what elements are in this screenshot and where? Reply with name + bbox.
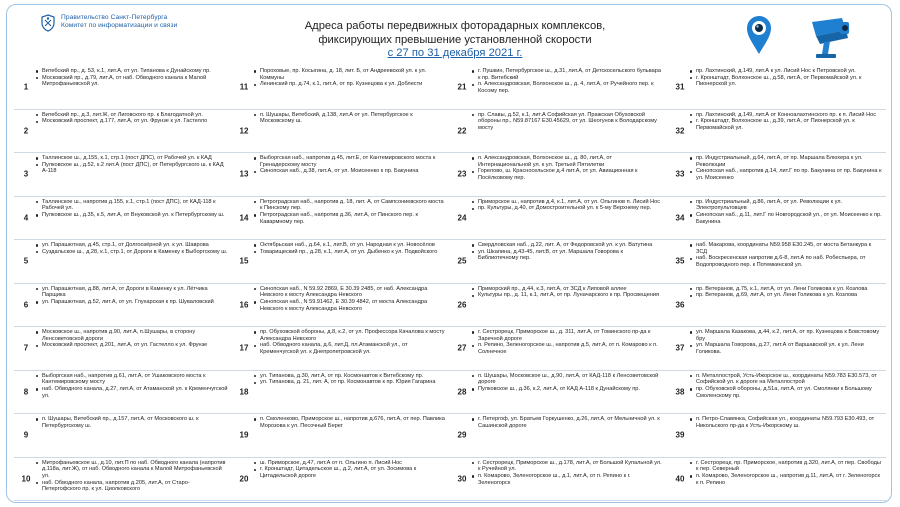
location-number: 23 xyxy=(457,169,467,179)
address-list xyxy=(254,286,446,313)
table-cell xyxy=(450,197,668,241)
location-number: 28 xyxy=(457,387,467,397)
table-cell xyxy=(232,414,450,458)
address-item: п. Металлострой, Усть-Ижорское ш., координаты N59.783 E30.573, от Софийской ул. к дороге на Металлострой xyxy=(690,373,882,386)
table-cell xyxy=(14,110,232,154)
address-item: пр. Индустриальный, д.86, лит.А, от ул. Революции к ул. Электропультовцев xyxy=(690,199,882,212)
location-number: 14 xyxy=(239,213,249,223)
location-number: 20 xyxy=(239,474,249,484)
org-name xyxy=(61,14,177,30)
location-number: 29 xyxy=(457,430,467,440)
table-cell xyxy=(232,240,450,284)
address-list xyxy=(254,68,446,88)
title-line2: фиксирующих превышение установленной скорости xyxy=(318,33,592,46)
address-list xyxy=(472,286,664,299)
location-number: 25 xyxy=(457,256,467,266)
address-item: наб. Обводного канала, напротив д.205, лит.А, от Старо-Петергофского пр. к ул. Циолковского xyxy=(36,480,228,493)
location-number: 15 xyxy=(239,256,249,266)
address-list xyxy=(690,199,882,226)
table-cell xyxy=(450,66,668,110)
address-item: г. Кронштадт, Цитадельское ш., д.2, лит.А, от ул. Зосимова к Цитадельской дороге xyxy=(254,466,446,479)
location-number: 12 xyxy=(239,126,249,136)
table-cell xyxy=(668,197,886,241)
address-item: г. Кронштадт, Волхонское ш., д.39, лит.А, от Пионерской ул. к Первомайской ул. xyxy=(690,118,882,131)
table-cell xyxy=(668,153,886,197)
table-cell xyxy=(668,414,886,458)
address-list xyxy=(690,155,882,182)
table-cell xyxy=(668,110,886,154)
table-cell xyxy=(668,458,886,502)
address-list xyxy=(472,460,664,487)
address-item: г. Пушкин, Петербургское ш., д.31, лит.А, от Детскосельского бульвара к пр. Витебский xyxy=(472,68,664,81)
address-item: п. Петро-Славянка, Софийская ул., координаты N59.793 E30.493, от Никольского пр-да к Усть-Ижорскому ш. xyxy=(690,416,882,429)
address-item: Петроградская наб., напротив д.36, лит.А, от Пинского пер. к Кавармному пер. xyxy=(254,212,446,225)
address-item: Таллинское ш., д.155, к.1, стр.1 (пост ДПС), от Рабочей ул. к КАД xyxy=(36,155,228,162)
location-number: 27 xyxy=(457,343,467,353)
org-line1: Правительство Санкт-Петербурга xyxy=(61,14,168,21)
address-list xyxy=(690,68,882,88)
table-cell xyxy=(232,110,450,154)
location-number: 37 xyxy=(675,343,685,353)
org-line2: Комитет по информатизации и связи xyxy=(61,22,178,29)
address-list xyxy=(690,373,882,400)
address-item: ш. Приморское, д.47, лит.А от п. Ольгино п. Лисий Нос xyxy=(254,460,446,467)
location-number: 8 xyxy=(23,387,29,397)
address-list xyxy=(690,242,882,269)
table-cell xyxy=(668,66,886,110)
address-item: пр. Ветеранов, д.69, лит.А, от ул. Лени Голикова к ул. Козлова xyxy=(690,292,882,299)
address-item: Октябрьская наб., д.64, к.1, лит.В, от ул. Народная к ул. Новосёлов xyxy=(254,242,446,249)
address-list xyxy=(472,242,664,262)
table-cell xyxy=(14,284,232,328)
address-item: п. Шушары, Витебский, д.138, лит.А от ул. Петербургское к Московскому ш. xyxy=(254,112,446,125)
location-number: 38 xyxy=(675,387,685,397)
location-number: 5 xyxy=(23,256,29,266)
table-cell xyxy=(668,327,886,371)
address-list xyxy=(36,199,228,219)
address-item: ул. Парашютная, д.45, стр.1, от Долгоозёрной ул. к ул. Шаврова xyxy=(36,242,228,249)
address-item: ул. Шкапина, д.43-45, лит.В, от ул. Маршала Говорова к Библиотечному пер. xyxy=(472,249,664,262)
location-number: 1 xyxy=(23,82,29,92)
page-title xyxy=(225,20,685,61)
address-item: пр. Индустриальный, д.64, лит.А, от пр. Маршала Блюхера к ул. Революции xyxy=(690,155,882,168)
address-item: Пулковское ш., д.35, к.5, лит.А, от Внуковской ул. к Петербургскому ш. xyxy=(36,212,228,219)
location-number: 3 xyxy=(23,169,29,179)
location-number: 4 xyxy=(23,213,29,223)
table-cell xyxy=(450,110,668,154)
address-item: п. Смоленково, Приморское ш., напротив д.676, лит.А, от пер. Павлика Морозова к ул. Песочный Берег xyxy=(254,416,446,429)
table-cell xyxy=(450,240,668,284)
location-number: 34 xyxy=(675,213,685,223)
location-number: 7 xyxy=(23,343,29,353)
address-item: п. Александровская, Волхонское ш., д. 80, лит.А, от Интернациональной ул. к ул. Третьей Пятилетки xyxy=(472,155,664,168)
address-list xyxy=(472,373,664,393)
address-item: Культуры пр., д. 11, к.1, лит.А, от пр. Луначарского к пр. Просвещения xyxy=(472,292,664,299)
org-logo xyxy=(40,14,177,32)
address-item: Пулковское ш., д.52, к.2 лит.А (пост ДПС), от Петербургского ш. к КАД А-118 xyxy=(36,162,228,175)
address-item: г. Петергоф, ул. Братьев Горкушенко, д.26, лит.А, от Мельничной ул. к Сашинской дороге xyxy=(472,416,664,429)
address-item: пр. Ветеранов, д.75, к.1, лит.А, от ул. Лени Голикова к ул. Козлова xyxy=(690,286,882,293)
address-list xyxy=(36,155,228,175)
address-item: Суздальское ш., д.28, к.1, стр.1, от Дороги в Каменку к Выборгскому ш. xyxy=(36,249,228,256)
header xyxy=(0,0,900,66)
address-list xyxy=(36,329,228,349)
address-list xyxy=(472,329,664,356)
table-cell xyxy=(232,284,450,328)
table-cell xyxy=(450,458,668,502)
location-number: 36 xyxy=(675,300,685,310)
location-number: 6 xyxy=(23,300,29,310)
table-cell xyxy=(14,66,232,110)
address-item: г. Кронштадт, Волхонское ш., д.58, лит.А, от Первомайской ул. к Пионерской ул. xyxy=(690,75,882,88)
location-number: 17 xyxy=(239,343,249,353)
table-cell xyxy=(232,197,450,241)
address-item: Выборгская наб., напротив д.61, лит.А, от Ушаковского моста к Кантемировскому мосту xyxy=(36,373,228,386)
address-item: Выборгская наб., напротив д.45, лит.Е, от Кантемировского моста к Гренадерскому мосту xyxy=(254,155,446,168)
address-item: пр. Обуховской обороны, д.8, к.2, от ул. Профессора Качалова к мосту Александра Невского xyxy=(254,329,446,342)
address-item: наб. Обводного канала, д.27, лит.А, от Атаманской ул. к Кременчугской ул. xyxy=(36,386,228,399)
table-cell xyxy=(450,284,668,328)
address-item: пр. Славы, д.52, к.1, лит.А Софийская ул. Пражская Обуховской обороны пр., N59.87167 E30.45629, от ул. Шеогунов к Володарскому мосту xyxy=(472,112,664,132)
address-list xyxy=(36,112,228,125)
address-item: наб. Обводного канала, д.6, лит.Д, пл.Атаманской ул., от Кременчугской ул. к Днепропетровской ул. xyxy=(254,342,446,355)
address-item: пр. Обуховской обороны, д.51а, лит.А, от ул. Смолянки к Большому Смоленскому пр. xyxy=(690,386,882,399)
address-list xyxy=(690,329,882,356)
address-item: ул. Типанова, д. 21, лит. А, от пр. Космонавтов к пр. Юрия Гагарина xyxy=(254,379,446,386)
table-cell xyxy=(14,240,232,284)
address-item: п. Шушары, Московское ш., д.90, лит.А, от КАД-118 к Ленсоветовской дороге xyxy=(472,373,664,386)
address-list xyxy=(690,112,882,132)
title-period: с 27 по 31 декабря 2021 г. xyxy=(387,47,523,59)
table-cell xyxy=(232,153,450,197)
table-cell xyxy=(14,414,232,458)
address-item: п. Комарово, Зеленогорское ш., д.1, лит.А, от п. Репино к г. Зеленогорск xyxy=(472,473,664,486)
address-item: п. Комарово, Зеленогорское ш., напротив д.11, лит.А, от г. Зеленогорск к п. Репино xyxy=(690,473,882,486)
address-item: Синопская наб., д.11, лит.Г по Новгородской ул., от ул. Моисеенко к пр. Бакунина xyxy=(690,212,882,225)
location-number: 22 xyxy=(457,126,467,136)
address-list xyxy=(690,416,882,429)
address-item: ул. Типанова, д.30, лит.А, от пр. Космонавтов к Витебскому пр. xyxy=(254,373,446,380)
table-cell xyxy=(668,240,886,284)
coat-of-arms-icon xyxy=(40,14,56,32)
location-number: 40 xyxy=(675,474,685,484)
radar-pin-icon xyxy=(744,14,774,56)
address-list xyxy=(472,68,664,95)
table-cell xyxy=(232,371,450,415)
address-item: наб. Макарова, координаты N59.958 E30.245, от моста Бетанкура к ЗСД xyxy=(690,242,882,255)
address-item: г. Сестрорецк, пр. Приморское, напротив д.320, лит.А, от пер. Свободы к пер. Северный xyxy=(690,460,882,473)
address-item: пр. Культуры, д.40, от Домостроительной ул. к 5-му Верхнему пер. xyxy=(472,205,664,212)
location-number: 26 xyxy=(457,300,467,310)
address-item: Синопская наб., д.38, лит.А, от ул. Моисеенко к пр. Бакунина xyxy=(254,168,446,175)
address-item: Пулковское ш., д.36, к.2, лит.А, от КАД А-118 к Дунайскому пр. xyxy=(472,386,664,393)
address-list xyxy=(36,373,228,400)
address-item: Свердловская наб., д.22, лит. А, от Федоровской ул. к ул. Ватутина xyxy=(472,242,664,249)
address-item: Витебский пр., д. 53, к.1, лит.А, от ул. Типанова к Дунайскому пр. xyxy=(36,68,228,75)
location-number: 32 xyxy=(675,126,685,136)
address-list xyxy=(254,155,446,175)
address-item: Синопская наб., N 59.91462, E 30.39 4842, от моста Александра Невского к мосту Александра Невского xyxy=(254,299,446,312)
address-item: Петроградская наб., напротив д. 18, лит. А, от Сампсониевского моста к Пинскому пер. xyxy=(254,199,446,212)
location-number: 9 xyxy=(23,430,29,440)
address-item: ул. Парашютная, д.52, лит.А, от ул. Глухарская к пр. Шуваловский xyxy=(36,299,228,306)
table-cell xyxy=(14,153,232,197)
address-item: Московский проспект, д.177, лит.А, от ул. Фрунзе к ул. Гастелло xyxy=(36,118,228,125)
address-item: Ленинский пр. д.74, к.1, лит.А, от пр. Кузнецова к ул. Доблести xyxy=(254,81,446,88)
table-cell xyxy=(232,327,450,371)
address-item: Витебский пр., д.3, лит.Ж, от Лиговского пр. к Благодатной ул. xyxy=(36,112,228,119)
location-number: 11 xyxy=(239,82,249,92)
table-cell xyxy=(450,414,668,458)
address-list xyxy=(254,460,446,480)
location-number: 18 xyxy=(239,387,249,397)
table-cell xyxy=(14,197,232,241)
address-item: ул. Парашютная, д.88, лит.А, от Дороги в Каменку к ул. Лётчика Парщика xyxy=(36,286,228,299)
address-list xyxy=(254,242,446,255)
address-list xyxy=(254,329,446,356)
address-list xyxy=(254,199,446,226)
address-item: п. Шушары, Витебский пр., д.157, лит.А, от Московского ш. к Петербургскому ш. xyxy=(36,416,228,429)
table-cell xyxy=(232,66,450,110)
table-cell xyxy=(14,371,232,415)
table-cell xyxy=(232,458,450,502)
location-number: 2 xyxy=(23,126,29,136)
address-item: Московское ш., напротив д.90, лит.А, п.Шушары, в сторону Ленсоветовской дороги xyxy=(36,329,228,342)
address-item: Таллинское ш., напротив д.155, к.1, стр.1 (пост ДПС), от КАД-118 к Рабочей ул. xyxy=(36,199,228,212)
location-number: 19 xyxy=(239,430,249,440)
table-cell xyxy=(450,327,668,371)
address-table xyxy=(14,66,886,501)
address-item: г. Сестрорецк, Приморское ш., д. 311, лит.А, от Томинского пр-да к Заречной дороге xyxy=(472,329,664,342)
address-item: Московский пр., д.79, лит.А, от наб. Обводного канала к Малой Митрофаньевской ул. xyxy=(36,75,228,88)
address-list xyxy=(254,416,446,429)
location-number: 24 xyxy=(457,213,467,223)
address-item: Синопская наб., напротив д.14, лит.Г по пр. Бакунина от пр. Бакунина к ул. Моисеенко xyxy=(690,168,882,181)
address-list xyxy=(36,460,228,494)
address-item: пр. Лахтинский, д.149, лит.А к ул. Лисий Нос к Петровской ул. xyxy=(690,68,882,75)
address-item: Горелово, ш. Красносельское д.4 лит.А, от ул. Авиационная к Посёлковому пер. xyxy=(472,168,664,181)
address-list xyxy=(36,286,228,306)
location-number: 21 xyxy=(457,82,467,92)
location-number: 16 xyxy=(239,300,249,310)
address-list xyxy=(36,68,228,88)
address-list xyxy=(690,286,882,299)
location-number: 30 xyxy=(457,474,467,484)
address-list xyxy=(36,416,228,429)
location-number: 33 xyxy=(675,169,685,179)
address-item: ул. Маршала Казакова, д.44, к.2, лит.А, от пр. Кузнецова к Бовстовому бру xyxy=(690,329,882,342)
address-item: ул. Маршала Говорова, д.27, лит.А от Варшавской ул. к ул. Лени Голикова. xyxy=(690,342,882,355)
address-item: Приморское ш., напротив д.4, к.1, лит.А, от ул. Ольгинов п. Лисий Нос xyxy=(472,199,664,206)
address-list xyxy=(36,242,228,255)
table-cell xyxy=(14,327,232,371)
location-number: 31 xyxy=(675,82,685,92)
address-item: п. Репино, Зеленогорское ш., напротив д.5, лит.А, от п. Комарово к п. Солнечное xyxy=(472,342,664,355)
address-item: п. Александровская, Волхонское ш., д. 4, лит.А, от Ручейного пер. к Косому пер. xyxy=(472,81,664,94)
table-cell xyxy=(450,153,668,197)
address-item: Московский проспект, д.201, лит.А, от ул. Гастелло к ул. Фрунзе xyxy=(36,342,228,349)
address-item: Товарищеский пр., д.28, к.1, лит.А, от ул. Дыбенко к ул. Подвойского xyxy=(254,249,446,256)
address-item: Митрофаньевское ш., д.10, лит.П по наб. Обводного канала (напротив д.118а, лит.Ж), от наб. Обводного канала к Малой Митрофаньевской ул. xyxy=(36,460,228,480)
speed-camera-icon xyxy=(806,14,852,62)
table-cell xyxy=(668,371,886,415)
location-number: 13 xyxy=(239,169,249,179)
address-item: г. Сестрорецк, Приморское ш., д.178, лит.А, от Большой Купальной ул. к Ручейной ул. xyxy=(472,460,664,473)
address-list xyxy=(254,373,446,386)
address-list xyxy=(690,460,882,487)
address-list xyxy=(472,416,664,429)
location-number: 10 xyxy=(21,474,31,484)
address-item: Синопская наб., N 59.92 2869, E 30.39 2485, от наб. Александра Невского к мосту Александра Невского xyxy=(254,286,446,299)
address-item: Приморский пр., д.44, к.3, лит.А, от ЗСД к Липовой аллее xyxy=(472,286,664,293)
table-cell xyxy=(450,371,668,415)
address-list xyxy=(472,199,664,212)
location-number: 35 xyxy=(675,256,685,266)
title-line1: Адреса работы передвижных фоторадарных комплексов, xyxy=(304,20,606,32)
address-list xyxy=(472,155,664,182)
address-item: Пороховые, пр. Косыгина, д. 18, лит. Б, от Андреевской ул. к ул. Коммуны xyxy=(254,68,446,81)
address-list xyxy=(254,112,446,125)
table-cell xyxy=(668,284,886,328)
address-item: пр. Лахтинский, д.149, лит.А от Конноалахтинского пр. к п. Лисий Нос xyxy=(690,112,882,119)
table-cell xyxy=(14,458,232,502)
address-list xyxy=(472,112,664,132)
address-item: наб. Воскресенская напротив д.6-8, лит.А по наб. Робеспьера, от Водопроводного пер. к Потемкинской ул. xyxy=(690,255,882,268)
location-number: 39 xyxy=(675,430,685,440)
